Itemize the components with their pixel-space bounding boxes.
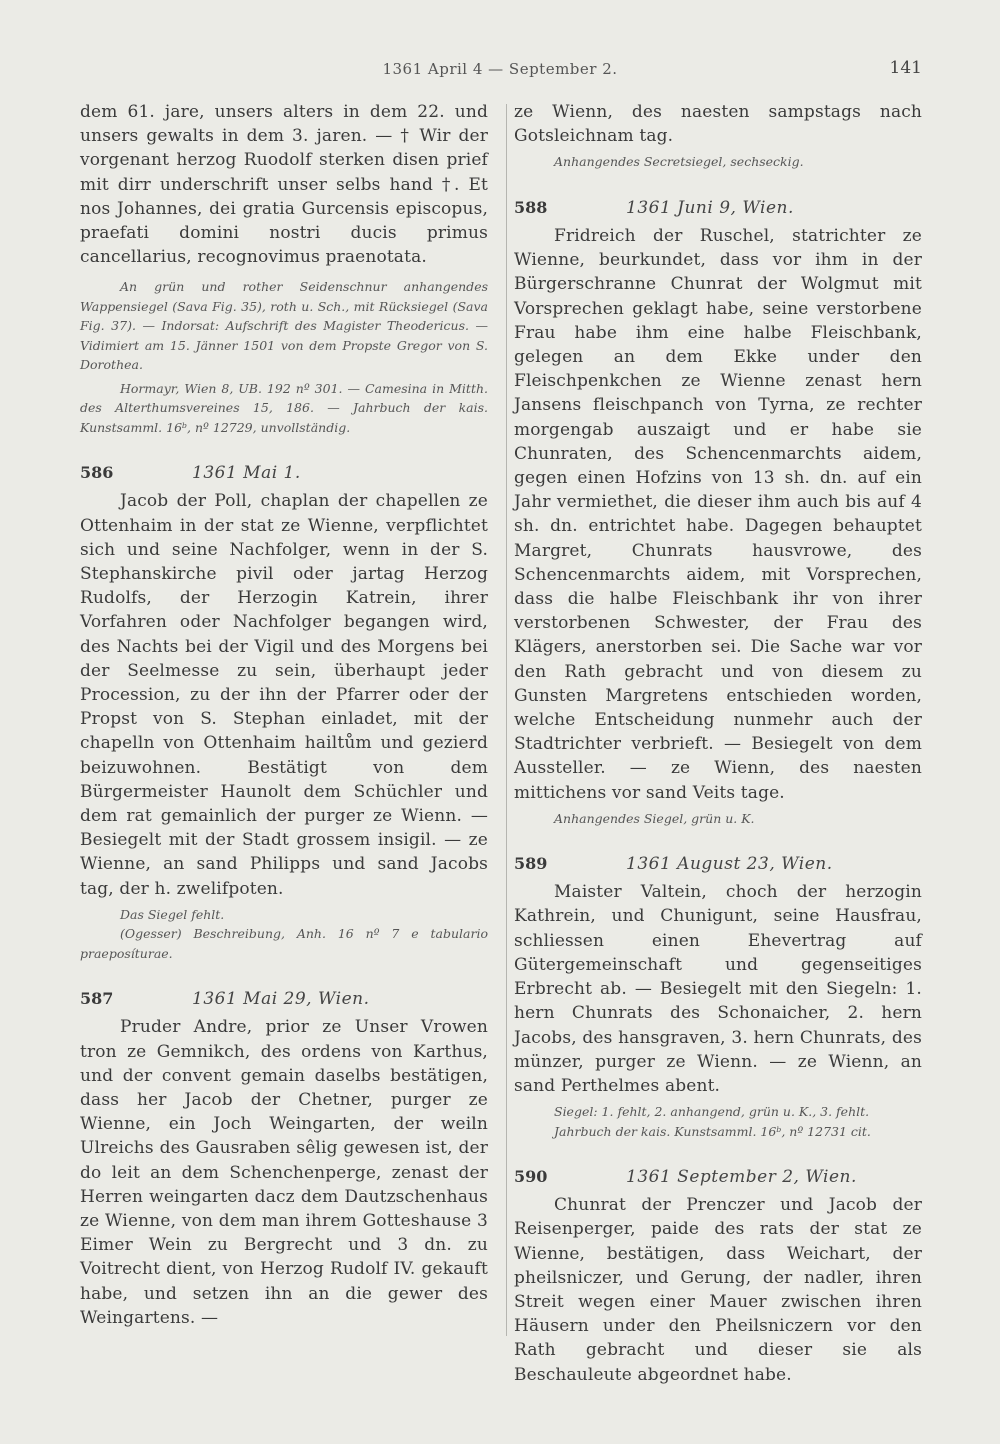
entry-heading	[514, 198, 922, 218]
seal-note: Anhangendes Secretsiegel, sechseckig.	[554, 154, 804, 170]
seal-note: Siegel: 1. fehlt, 2. anhangend, grün u. K., 3. fehlt.	[554, 1104, 870, 1120]
entry-date: 1361 Mai 1.	[192, 463, 301, 484]
entry-date: 1361 August 23, Wien.	[626, 854, 833, 875]
right-column	[514, 100, 922, 1387]
seal-note: Anhangendes Siegel, grün u. K.	[554, 810, 755, 826]
reference-note: Hormayr, Wien 8, UB. 192 nº 301. — Camesina in Mitth. des Alterthumsvereines 15, 186. — Jahrbuch der kais. Kunstsamml. 16ᵇ, nº 12729, unvollständig.	[80, 380, 488, 435]
entry-text: Pruder Andre, prior ze Unser Vrowen tron ze Gemnikch, des ordens von Karthus, und der convent gemain daselbs bestätigen, dass her Jacob der Chetner, purger ze Wienne, ein Joch Weingarten, der weiln Ulreichs des Gausraben sêlig gewesen ist, der do leit an dem Schenchenperge, zenast der Herren weingarten dacz dem Dautzschenhaus ze Wienne, von dem man ihrem Gotteshause 3 Eimer Wein zu Bergrecht und 3 dn. zu Voitrecht dient, von Herzog Rudolf IV. gekauft habe, und setzen ihn an die gewer des Weingartens. —	[80, 1017, 488, 1328]
reference-note: Jahrbuch der kais. Kunstsamml. 16ᵇ, nº 12731 cit.	[554, 1123, 871, 1139]
entry-number: 589	[514, 854, 548, 874]
seal-note: Das Siegel fehlt.	[120, 906, 225, 922]
page-header	[0, 58, 1000, 82]
entry-date: 1361 September 2, Wien.	[626, 1167, 857, 1188]
left-column	[80, 100, 488, 1330]
entry-number: 587	[80, 989, 114, 1009]
entry-number: 588	[514, 197, 548, 217]
entry-text: Fridreich der Ruschel, statrichter ze Wienne, beurkundet, dass vor ihm in der Bürgerschranne Chunrat der Wolgmut mit Vorsprechen geklagt habe, seine verstorbene Frau habe ihm eine halbe Fleischbank, gelegen an dem Ekke under den Fleischpenkchen ze Wienne zenast hern Jansens fleischpanch von Tyrna, ze rechter morgengab auszaigt und er habe sie Chunraten, des Schencenmarchts aidem, gegen einen Hofzins von 13 sh. dn. auf ein Jahr vermiethet, die dieser ihm auch bis auf 4 sh. dn. entrichtet habe. Dagegen behauptet Margret, Chunrats hausvrowe, des Schencenmarchts aidem, mit Vorsprechen, dass die halbe Fleischbank ihr von ihrer verstorbenen Schwester, der Frau des Klägers, anerstorben sei. Die Sache war vor den Rath gebracht und von diesem zu Gunsten Margretens entschieden worden, welche Entscheidung nunmehr auch der Stadtrichter verbrieft. — Besiegelt von dem Aussteller. — ze Wienn, des naesten mittichens vor sand Veits tage.	[514, 225, 922, 803]
entry-text: Jacob der Poll, chaplan der chapellen ze Ottenhaim in der stat ze Wienne, verpflichtet sich und seine Nachfolger, wenn in der S. Stephanskirche pivil oder jartag Herzog Rudolfs, der Herzogin Katrein, ihrer Vorfahren oder Nachfolger begangen wird, des Nachts bei der Vigil und des Morgens bei der Seelmesse zu sein, überhaupt jeder Procession, zu der ihn der Pfarrer oder der Propst von S. Stephan einladet, mit der chapelln von Ottenhaim hailtům und gezierd beizuwohnen. Bestätigt von dem Bürgermeister Haunolt dem Schüchler und dem rat gemainlich der purger ze Wienn. — Besiegelt mit der Stadt grossem insigil. — ze Wienne, an sand Philipps und sand Jacobs tag, der h. zwelifpoten.	[80, 491, 488, 899]
entry-heading	[514, 1167, 922, 1187]
column-divider	[506, 104, 507, 1336]
continued-text: dem 61. jare, unsers alters in dem 22. und unsers gewalts in dem 3. jaren. — † Wir der vorgenant herzog Ruodolf sterken disen prief mit dirr underschrift unser selbs hand †. Et nos Johannes, dei gratia Gurcensis episcopus, praefati domini nostri ducis primus cancellarius, recognovimus praenotata.	[80, 102, 488, 268]
entry-date: 1361 Mai 29, Wien.	[192, 989, 370, 1010]
continued-text: ze Wienn, des naesten sampstags nach Gotsleichnam tag.	[514, 102, 922, 147]
entry-date: 1361 Juni 9, Wien.	[626, 197, 794, 218]
entry-text: Maister Valtein, choch der herzogin Kathrein, und Chunigunt, seine Hausfrau, schliessen einen Ehevertrag auf Gütergemeinschaft und gegenseitiges Erbrecht ab. — Besiegelt mit den Siegeln: 1. hern Chunrats des Schonaicher, 2. hern Jacobs, des hansgraven, 3. hern Chunrats, des münzer, purger ze Wienn. — ze Wienn, an sand Perthelmes abent.	[514, 882, 922, 1096]
running-head: 1361 April 4 — September 2.	[382, 60, 618, 78]
entry-heading	[80, 463, 488, 483]
reference-note: (Ogesser) Beschreibung, Anh. 16 nº 7 e tabulario praeposíturae.	[80, 926, 488, 961]
entry-heading	[80, 989, 488, 1009]
page-number: 141	[889, 58, 922, 78]
entry-number: 590	[514, 1167, 548, 1187]
entry-number: 586	[80, 463, 114, 483]
entry-text: Chunrat der Prenczer und Jacob der Reisenperger, paide des rats der stat ze Wienne, bestätigen, dass Weichart, der pheilsniczer, und Gerung, der nadler, ihren Streit wegen einer Mauer zwischen ihren Häusern under den Pheilsniczern vor den Rath gebracht und dieser sie als Beschauleute abgeordnet habe.	[514, 1195, 922, 1385]
seal-note: An grün und rother Seidenschnur anhangendes Wappensiegel (Sava Fig. 35), roth u. Sch., mit Rücksiegel (Sava Fig. 37). — Indorsat: Aufschrift des Magister Theodericus. — Vidimiert am 15. Jänner 1501 von dem Propste Gregor von S. Dorothea.	[80, 279, 488, 373]
entry-heading	[514, 854, 922, 874]
